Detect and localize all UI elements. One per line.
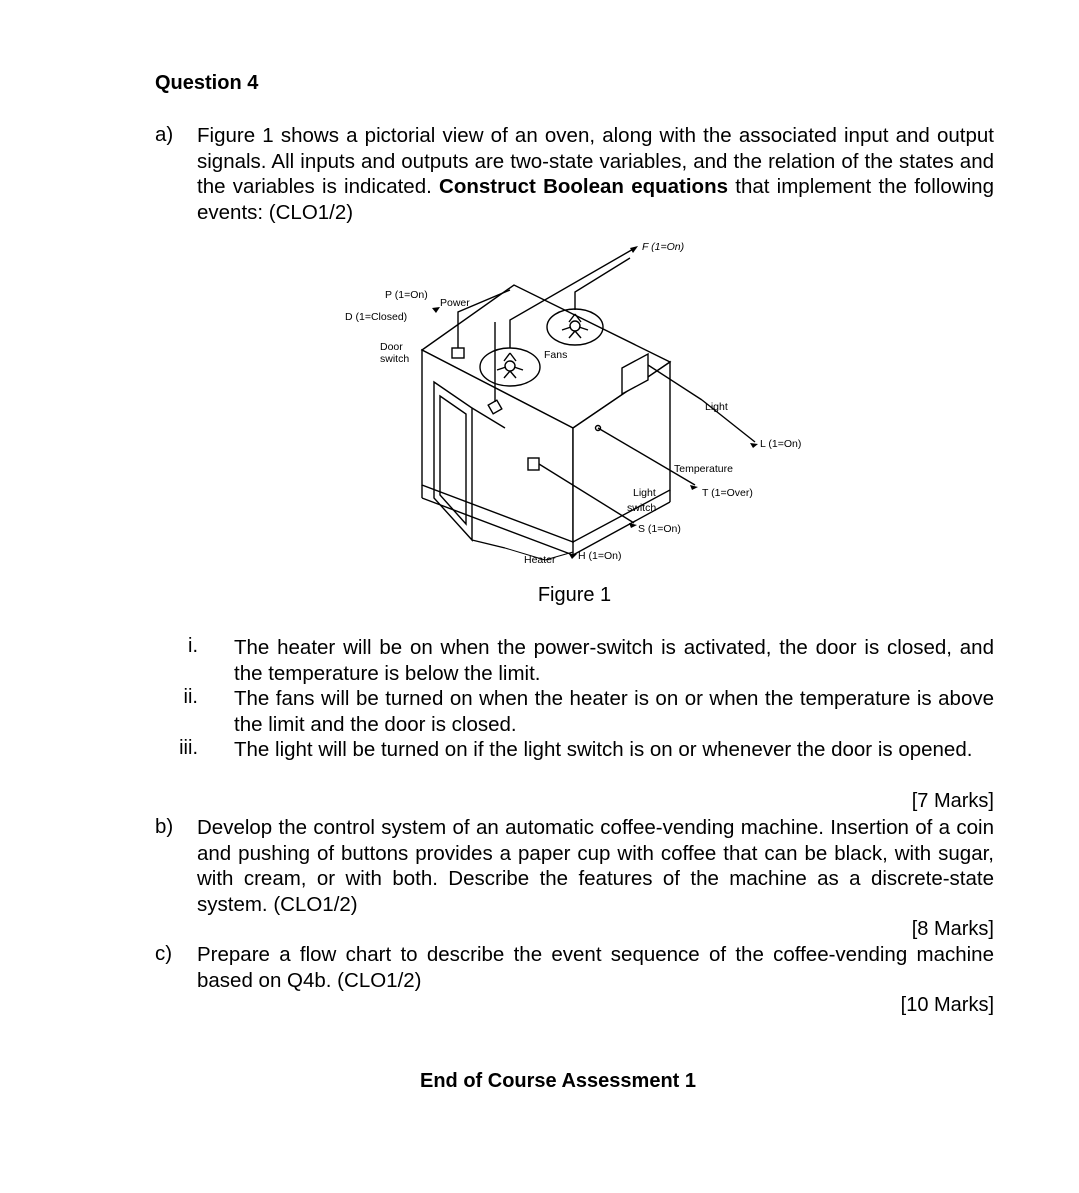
part-a-marks: [7 Marks] <box>911 790 994 812</box>
label-t: T (1=Over) <box>702 487 753 499</box>
part-c-letter: c) <box>155 942 173 965</box>
item-iii-text: The light will be turned on if the light switch is on or whenever the door is opened. <box>234 738 973 761</box>
part-b-marks: [8 Marks] <box>911 918 994 940</box>
label-temperature: Temperature <box>674 463 733 475</box>
question-title: Question 4 <box>155 72 259 94</box>
label-door-1: Door <box>380 341 403 353</box>
item-ii-text: The fans will be turned on when the heater is on or when the temperature is above the limit and the door is closed. <box>234 687 994 736</box>
label-light: Light <box>705 401 728 413</box>
label-h: H (1=On) <box>578 550 622 562</box>
label-power: Power <box>440 297 470 309</box>
label-p: P (1=On) <box>385 289 428 301</box>
label-s: S (1=On) <box>638 523 681 535</box>
figure-caption: Figure 1 <box>537 584 612 606</box>
label-door-2: switch <box>380 353 410 365</box>
label-f: F (1=On) <box>642 241 685 253</box>
label-heater: Heater <box>524 554 556 566</box>
end-of-assessment: End of Course Assessment 1 <box>420 1070 697 1092</box>
part-b-text: Develop the control system of an automatic coffee-vending machine. Insertion of a coin and pushing of buttons provides a paper cup with coffee that can be black, with sugar, with cream, or with both. Describe the features of the machine as a discrete-state system. (CLO1/2) <box>197 816 994 916</box>
part-c-marks: [10 Marks] <box>900 994 994 1016</box>
item-i-numeral: i. <box>188 635 198 657</box>
part-b-letter: b) <box>155 815 174 838</box>
label-light-switch-2: switch <box>627 502 657 514</box>
part-a-text-before: Figure 1 shows a pictorial view of an oven, along with the associated input and output signals. All inputs and outputs are two-state variables, and the relation of the states and the variables is indicated. <box>197 124 994 198</box>
part-c-text: Prepare a flow chart to describe the event sequence of the coffee-vending machine based on Q4b. (CLO1/2) <box>197 943 994 992</box>
part-a-text-bold: Construct Boolean equations <box>439 175 729 198</box>
item-i-text: The heater will be on when the power-switch is activated, the door is closed, and the temperature is below the limit. <box>234 636 994 685</box>
item-ii-numeral: ii. <box>183 686 198 708</box>
label-d: D (1=Closed) <box>345 311 408 323</box>
oven-figure <box>330 230 820 575</box>
item-iii-numeral: iii. <box>179 737 198 759</box>
label-l: L (1=On) <box>760 438 802 450</box>
label-fans: Fans <box>544 349 568 361</box>
part-a-text-after: that implement the following events: (CLO1/2) <box>197 175 994 224</box>
part-a-letter: a) <box>155 123 174 146</box>
part-a-text <box>197 123 994 225</box>
label-light-switch-1: Light <box>633 487 656 499</box>
